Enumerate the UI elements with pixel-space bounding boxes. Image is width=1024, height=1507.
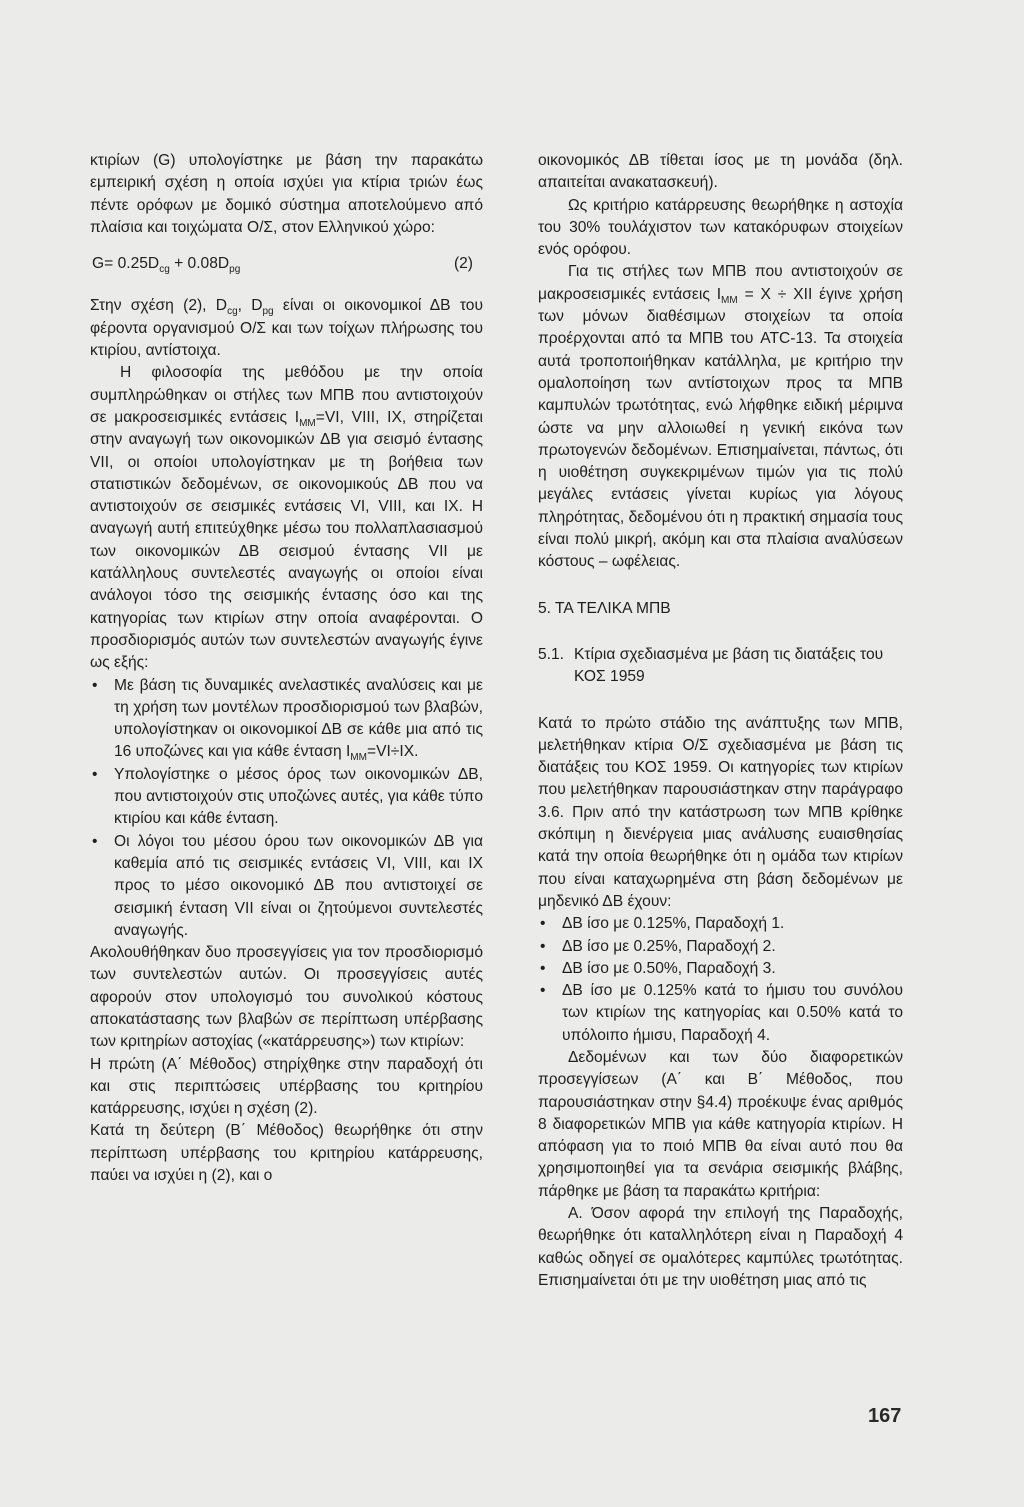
paragraph-relation: Στην σχέση (2), $D_{cg}$, $D_{pg}$ είναι οι οικονομικοί ΔΒ του φέροντα οργανισμού Ο/Σ και των τοίχων πλήρωσης του κτιρίου, αντίστοιχα. [90,297,483,360]
list-item: • ΔΒ ίσο με 0.125%, Παραδοχή 1. [538,913,903,935]
assumptions-list [538,913,903,1047]
paragraph-criterion-a: Α. Όσον αφορά την επιλογή της Παραδοχής, θεωρήθηκε ότι καταλληλότερη είναι η Παραδοχή 4 καθώς οδηγεί σε ομαλότερες καμπύλες τρωτότητας. Επισημαίνεται ότι με την υιοθέτηση μιας από τις [538,1205,903,1289]
paragraph-first-stage: Κατά το πρώτο στάδιο της ανάπτυξης των ΜΠΒ, μελετήθηκαν κτίρια Ο/Σ σχεδιασμένα με βάση τις διατάξεις του ΚΟΣ 1959. Οι κατηγορίες των κτιρίων που μελετήθηκαν παρουσιάστηκαν στην παράγραφο 3.6. Πριν από την κατάστρωση των ΜΠΒ κρίθηκε σκόπιμη η διενέργεια μιας ανάλυσης ευαισθησίας κατά την οποία θεωρήθηκε ότι η ομάδα των κτιρίων που είναι καταχωρημένα στη βάση δεδομένων με μηδενικό ΔΒ έχουν: [538,714,903,910]
subsection-number: 5.1. [538,645,565,663]
paragraph-collapse-criterion: Ως κριτήριο κατάρρευσης θεωρήθηκε η αστοχία του 30% τουλάχιστον των κατακόρυφων στοιχείων ενός ορόφου. [538,196,903,259]
subsection-heading-5-1 [538,644,903,689]
section-heading-5: 5. ΤΑ ΤΕΛΙΚΑ ΜΠΒ [538,599,671,617]
equation-number: (2) [453,255,473,273]
paragraph-approaches: Ακολουθήθηκαν δυο προσεγγίσεις για τον προσδιορισμό των συντελεστών αυτών. Οι προσεγγίσεις αυτές αφορούν στον υπολογισμό του συνολικού κόστους αποκατάστασης των βλαβών σε περίπτωση υπέρβασης των κριτηρίων αστοχίας («κατάρρευσης») των κτιρίων: [90,944,483,1051]
list-item: • Με βάση τις δυναμικές ανελαστικές αναλύσεις και με τη χρήση των μοντέλων προσδιορισμού των βλαβών, υπολογίστηκαν οι οικονομικοί ΔΒ σε κάθε μια από τις 16 υποζώνες και για κάθε ένταση $I_{MM}=VI\div IX$. [90,675,483,764]
paragraph-method-a: Η πρώτη (Α΄ Μέθοδος) στηρίχθηκε στην παραδοχή ότι και στις περιπτώσεις υπέρβασης του κριτηρίου κατάρρευσης, ισχύει η σχέση (2). [90,1055,483,1118]
page-number: 167 [868,1405,902,1427]
list-item: • ΔΒ ίσο με 0.125% κατά το ήμισυ του συνόλου των κτιρίων της κατηγορίας και 0.50% κατά το υπόλοιπο ήμισυ, Παραδοχή 4. [538,980,903,1047]
right-column [538,150,903,1292]
list-item: • ΔΒ ίσο με 0.25%, Παραδοχή 2. [538,936,903,958]
list-item: • Οι λόγοι του μέσου όρου των οικονομικών ΔΒ για καθεμία από τις σεισμικές εντάσεις VI, VIII, και IX προς το μέσο οικονομικό ΔΒ που αντιστοιχεί σε σεισμική ένταση VII είναι οι ζητούμενοι συντελεστές αναγωγής. [90,831,483,942]
paragraph-method: Η φιλοσοφία της μεθόδου με την οποία συμπληρώθηκαν οι στήλες των ΜΠΒ που αντιστοιχούν σε μακροσεισμικές εντάσεις $I_{MM}=VI$, VIII, IX, στηρίζεται στην αναγωγή των οικονομικών ΔΒ για σεισμό έντασης VII, οι οποίοι υπολογίστηκαν με τη βοήθεια των στατιστικών δεδομένων, σε οικονομικούς ΔΒ που να αντιστοιχούν σε σεισμικές εντάσεις VI, VIII, και IX. Η αναγωγή αυτή επιτεύχθηκε μέσω του πολλαπλασιασμού των οικονομικών ΔΒ σεισμού έντασης VII με κατάλληλους συντελεστές αναγωγής οι οποίοι είναι ανάλογοι τόσο της σεισμικής έντασης όσο και της κατηγορίας των κτιρίων στην οποία αναφέρονται. Ο προσδιορισμός αυτών των συντελεστών αναγωγής έγινε ως εξής: [90,364,483,672]
subsection-title: Κτίρια σχεδιασμένα με βάση τις διατάξεις του ΚΟΣ 1959 [574,645,884,686]
paragraph-continuation: οικονομικός ΔΒ τίθεται ίσος με τη μονάδα (δηλ. απαιτείται ανακατασκευή). [538,152,903,192]
paragraph-high-intensities: Για τις στήλες των ΜΠΒ που αντιστοιχούν σε μακροσεισμικές εντάσεις $I_{MM} = X$ ÷ XII έγινε χρήση των μόνων διαθέσιμων στοιχείων τα οποία προέρχονται από τα ΜΠΒ του ATC-13. Τα στοιχεία αυτά τροποποιήθηκαν κατάλληλα, με κριτήριο την ομαλοποίηση των αντίστοιχων προς τα ΜΠΒ καμπυλών τρωτότητας, ενώ λήφθηκε ειδική μέριμνα ώστε να μην αλλοιωθεί η γενική εικόνα των πρωτογενών δεδομένων. Επισημαίνεται, πάντως, ότι η υιοθέτηση συγκεκριμένων τιμών για τις πολύ μεγάλες εντάσεις γίνεται κυρίως για λόγους πληρότητας, δεδομένου ότι η πρακτική σημασία τους είναι πολύ μικρή, ακόμη και στα πλαίσια αναλύσεων κόστους – ωφέλειας. [538,263,903,571]
equation-expression: $G= 0.25D_{cg} + 0.08D_{pg}$ [92,255,241,276]
method-steps-list [90,675,483,943]
equation-2 [90,253,483,275]
paragraph-intro: κτιρίων (G) υπολογίστηκε με βάση την παρακάτω εμπειρική σχέση η οποία ισχύει για κτίρια τριών έως πέντε ορόφων με δομικό σύστημα αποτελούμενο από πλαίσια και τοιχώματα Ο/Σ, στον Ελληνικού χώρο: [90,152,483,236]
paragraph-approaches-result: Δεδομένων και των δύο διαφορετικών προσεγγίσεων (Α΄ και Β΄ Μέθοδος, που παρουσιάστηκαν στην §4.4) προέκυψε ένας αριθμός 8 διαφορετικών ΜΠΒ για κάθε κατηγορία κτιρίων. Η απόφαση για το ποιό ΜΠΒ θα είναι αυτό που θα χρησιμοποιηθεί για τα σενάρια σεισμικής βλάβης, πάρθηκε με βάση τα παρακάτω κριτήρια: [538,1048,903,1200]
list-item: • Υπολογίστηκε ο μέσος όρος των οικονομικών ΔΒ, που αντιστοιχούν στις υποζώνες αυτές, για κάθε τύπο κτιρίου και κάθε ένταση. [90,764,483,831]
left-column [90,150,483,1187]
list-item: • ΔΒ ίσο με 0.50%, Παραδοχή 3. [538,958,903,980]
paragraph-method-b: Κατά τη δεύτερη (Β΄ Μέθοδος) θεωρήθηκε ότι στην περίπτωση υπέρβασης του κριτηρίου κατάρρευσης, παύει να ισχύει η (2), και ο [90,1122,483,1185]
